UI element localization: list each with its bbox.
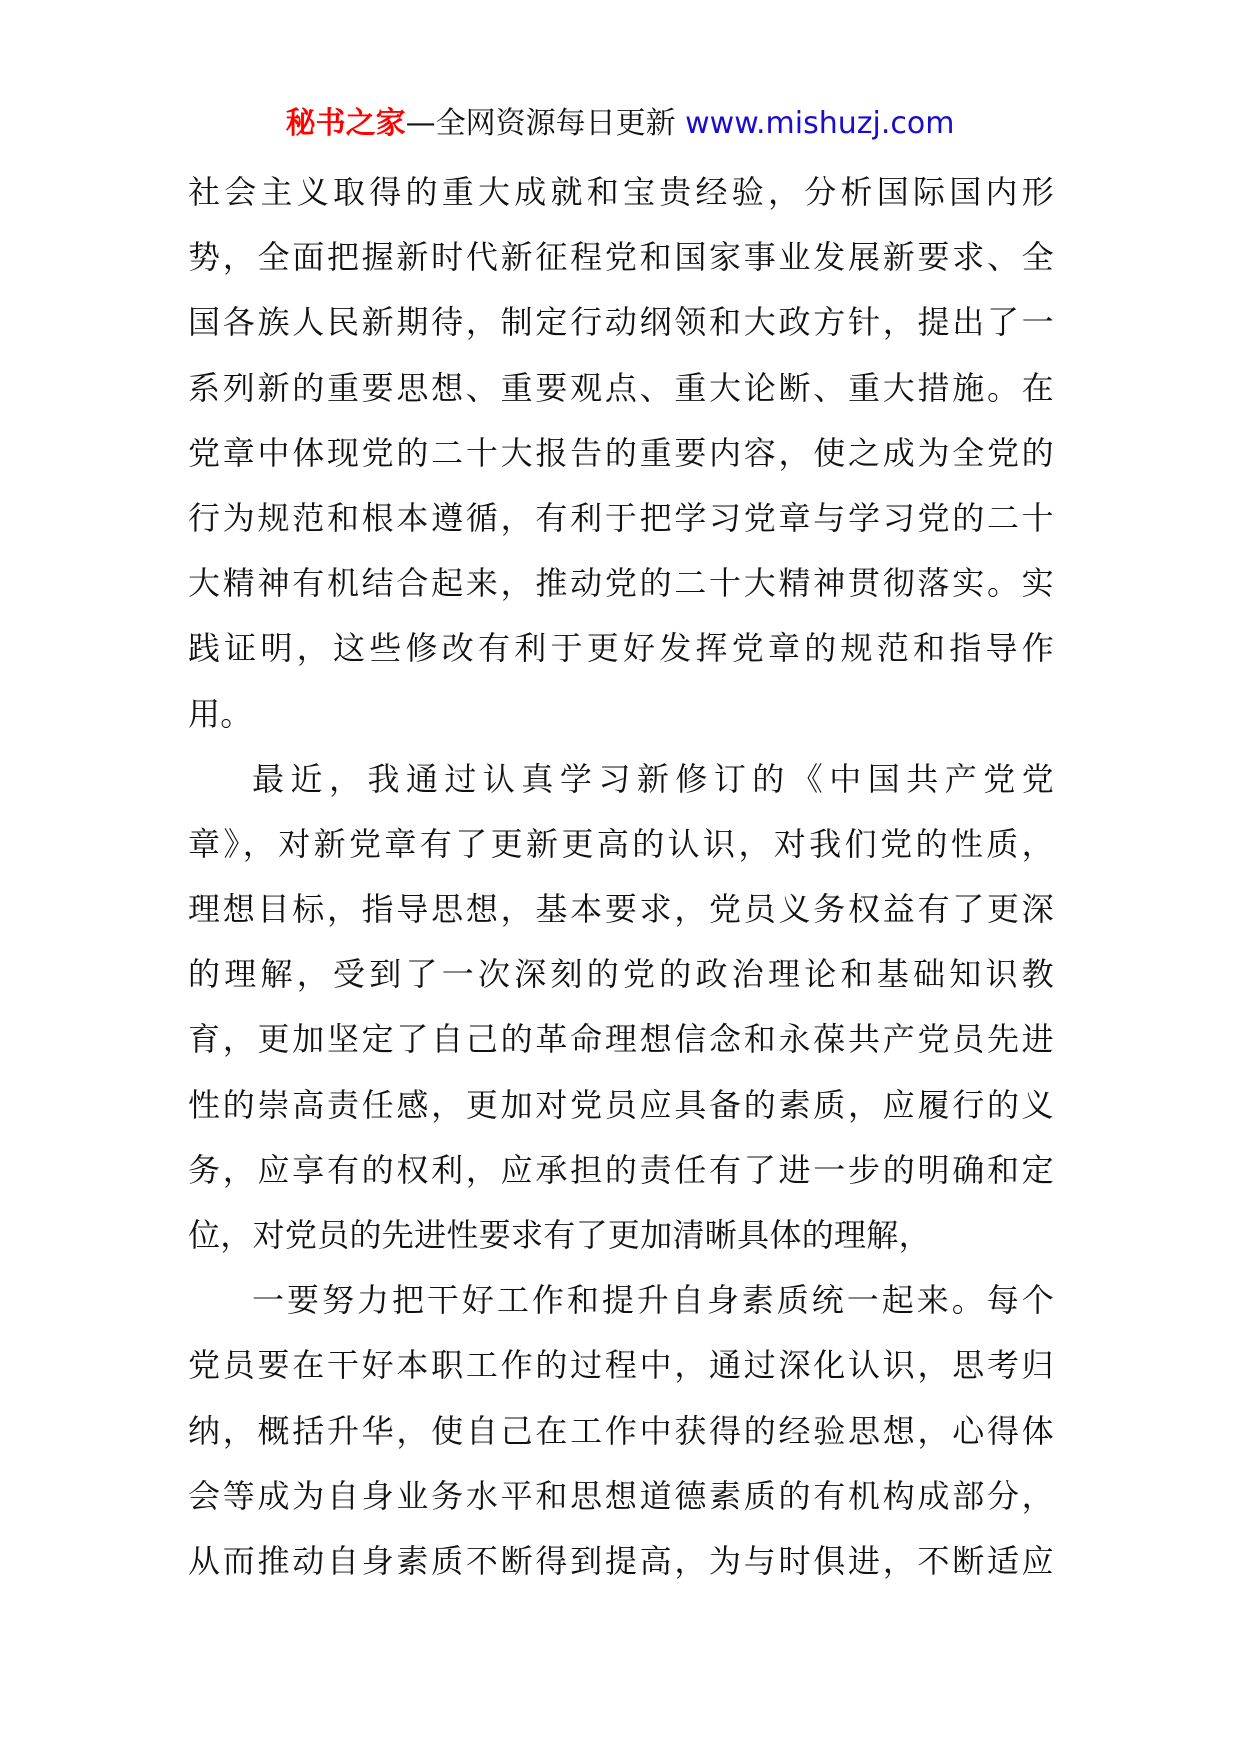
- text-line: 用。: [188, 694, 253, 733]
- text-line: 从而推动自身素质不断得到提高，为与时俱进，不断适应: [188, 1541, 1054, 1580]
- document-body: [188, 160, 1054, 1594]
- text-line: 性的崇高责任感，更加对党员应具备的素质，应履行的义: [188, 1085, 1054, 1124]
- text-line: 一要努力把干好工作和提升自身素质统一起来。每个: [252, 1281, 1054, 1320]
- text-line: 最近，我通过认真学习新修订的《中国共产党党: [252, 759, 1054, 798]
- text-line: 育，更加坚定了自己的革命理想信念和永葆共产党员先进: [188, 1020, 1054, 1059]
- page-header: [0, 100, 1240, 148]
- paragraph-2: [188, 747, 1054, 1269]
- text-line: 章》，对新党章有了更新更高的认识，对我们党的性质，: [188, 824, 1054, 863]
- header-brand: 秘书之家: [285, 106, 406, 141]
- text-line: 会等成为自身业务水平和思想道德素质的有机构成部分，: [188, 1476, 1054, 1515]
- text-line: 践证明，这些修改有利于更好发挥党章的规范和指导作: [188, 629, 1054, 668]
- text-line: 势，全面把握新时代新征程党和国家事业发展新要求、全: [188, 238, 1054, 277]
- text-line: 系列新的重要思想、重要观点、重大论断、重大措施。在: [188, 368, 1054, 407]
- text-line: 纳，概括升华，使自己在工作中获得的经验思想，心得体: [188, 1411, 1054, 1450]
- text-line: 行为规范和根本遵循，有利于把学习党章与学习党的二十: [188, 498, 1054, 537]
- text-line: 位，对党员的先进性要求有了更加清晰具体的理解，: [188, 1216, 931, 1254]
- header-url-link[interactable]: www.mishuzj.com: [685, 106, 955, 141]
- text-line: 理想目标，指导思想，基本要求，党员义务权益有了更深: [188, 890, 1054, 929]
- text-line: 大精神有机结合起来，推动党的二十大精神贯彻落实。实: [188, 564, 1054, 603]
- paragraph-3: [188, 1268, 1054, 1594]
- text-line: 务，应享有的权利，应承担的责任有了进一步的明确和定: [188, 1150, 1054, 1189]
- paragraph-1: [188, 160, 1054, 747]
- text-line: 的理解，受到了一次深刻的党的政治理论和基础知识教: [188, 955, 1054, 994]
- text-line: 党章中体现党的二十大报告的重要内容，使之成为全党的: [188, 433, 1054, 472]
- text-line: 社会主义取得的重大成就和宝贵经验，分析国际国内形: [188, 173, 1054, 211]
- header-tagline: —全网资源每日更新: [405, 106, 676, 141]
- text-line: 国各族人民新期待，制定行动纲领和大政方针，提出了一: [188, 303, 1054, 342]
- text-line: 党员要在干好本职工作的过程中，通过深化认识，思考归: [188, 1346, 1054, 1385]
